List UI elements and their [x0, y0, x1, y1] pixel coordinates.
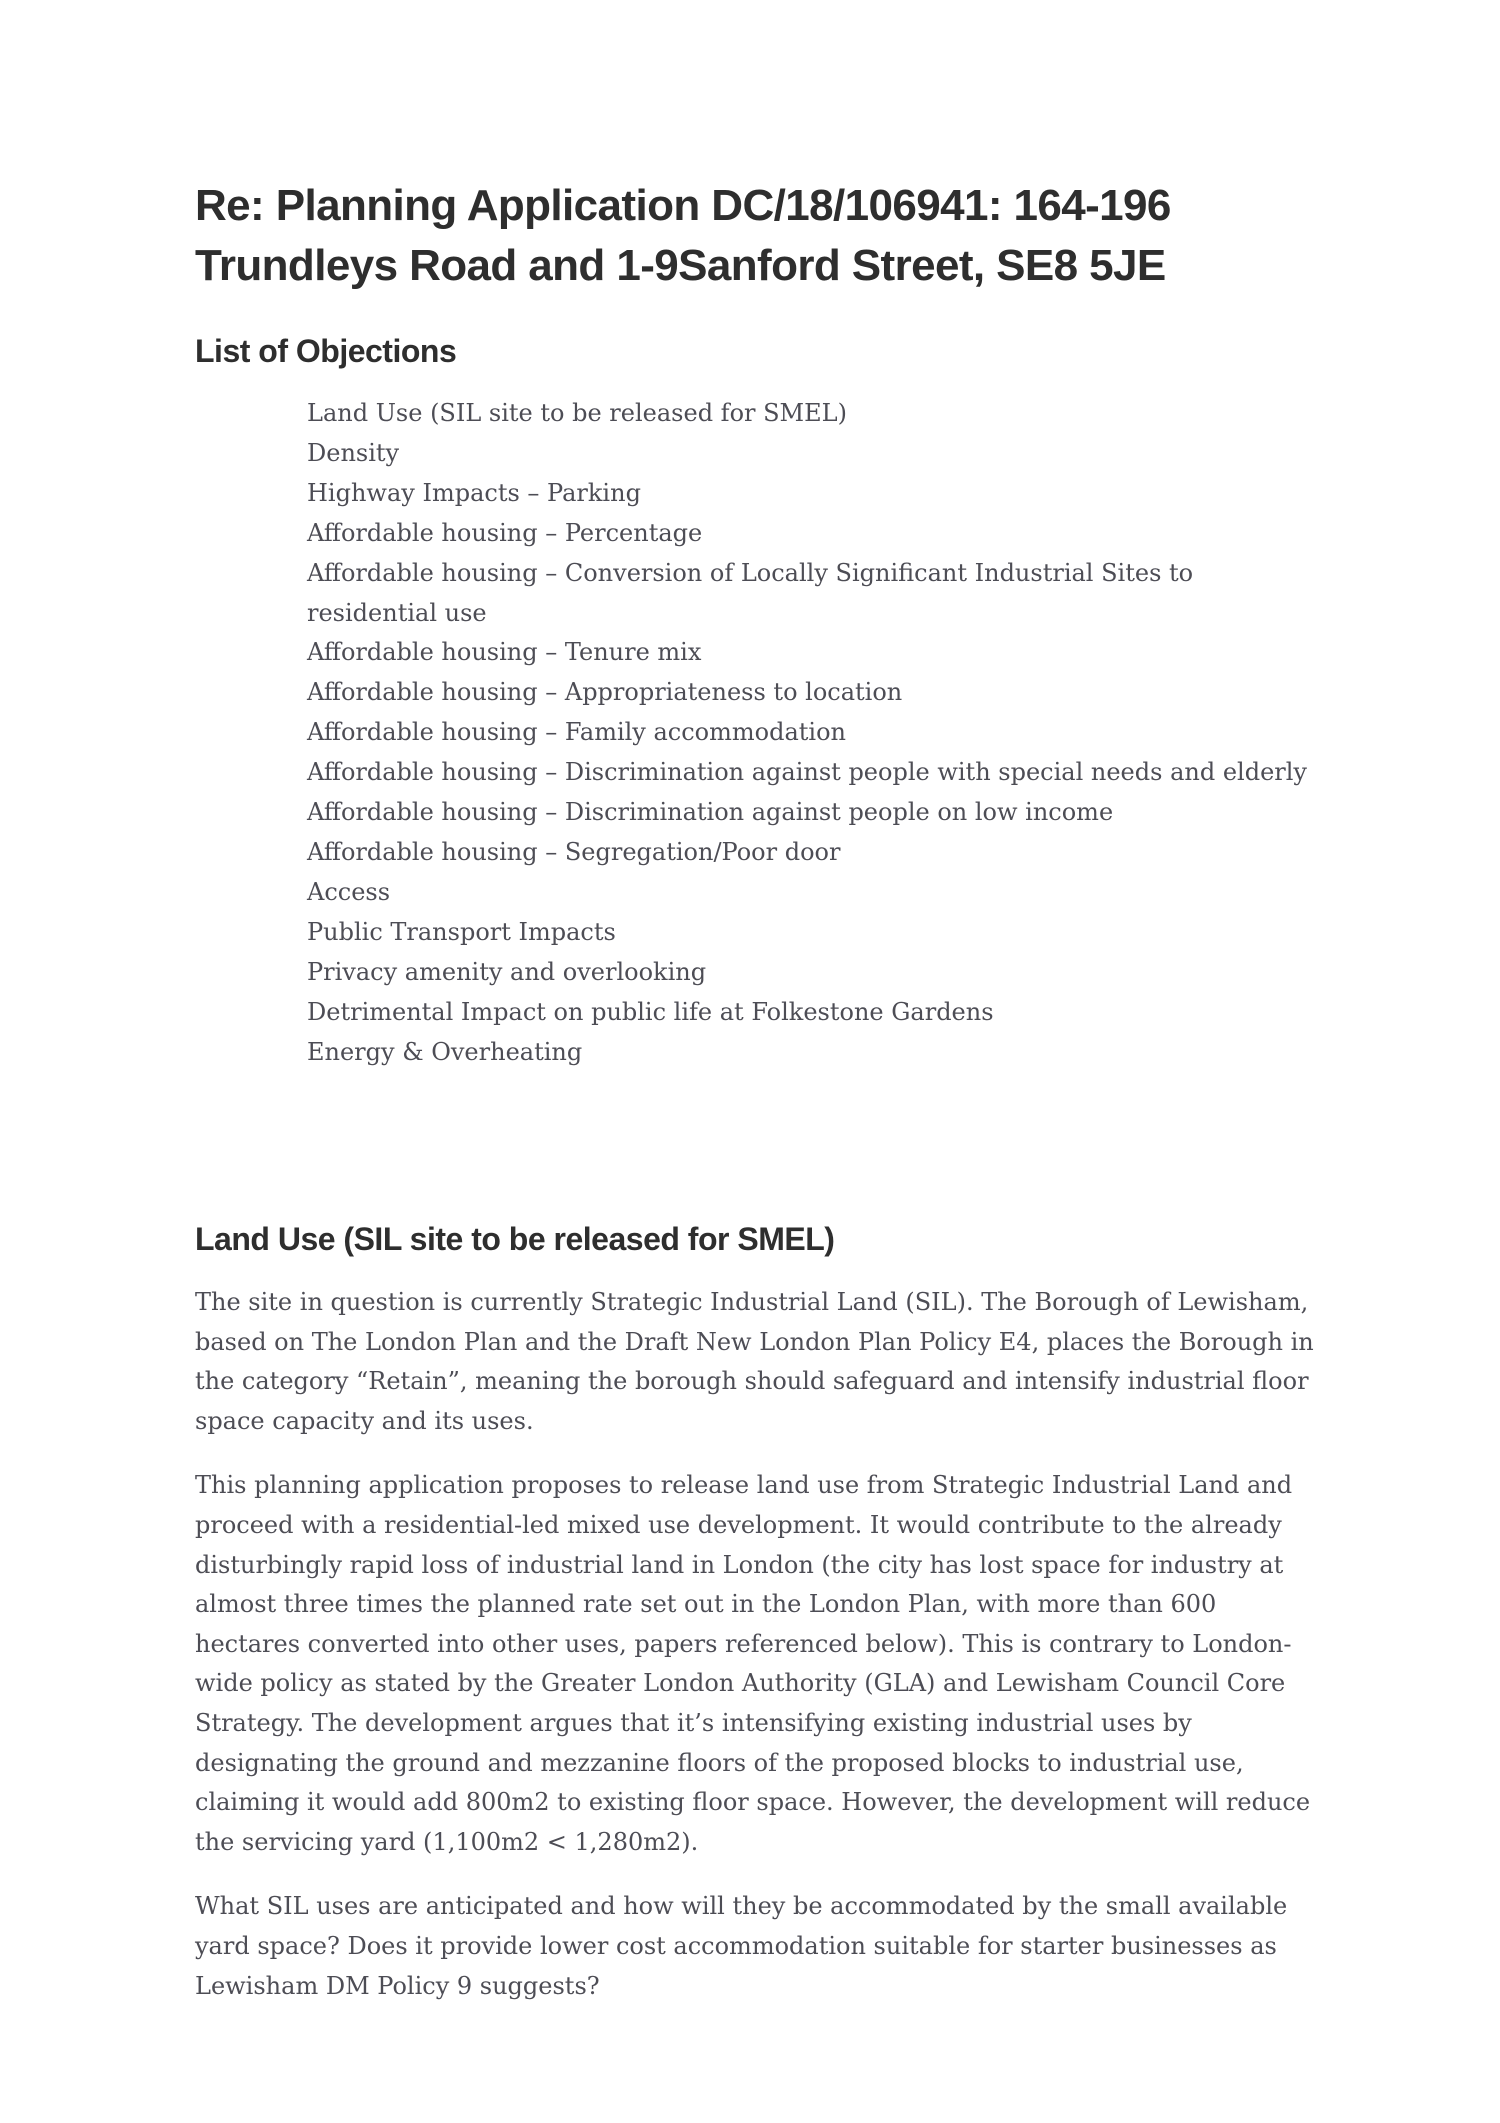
- list-item: Affordable housing – Percentage: [307, 518, 703, 547]
- list-item: Density: [307, 438, 400, 467]
- paragraph: What SIL uses are anticipated and how will they be accommodated by the small available yard space? Does it provide lower cost accommodation suitable for starter businesses as Lewisham DM Policy 9 suggests?: [195, 1892, 1288, 2000]
- list-item: Affordable housing – Family accommodation: [307, 718, 846, 747]
- objections-heading: List of Objections: [195, 333, 457, 369]
- list-item: Affordable housing – Tenure mix: [307, 638, 702, 667]
- list-item: Detrimental Impact on public life at Folkestone Gardens: [307, 997, 994, 1026]
- objections-list: [307, 394, 1327, 1072]
- list-item: Energy & Overheating: [307, 1037, 583, 1066]
- list-item: Affordable housing – Discrimination against people on low income: [307, 798, 1114, 827]
- list-item: Privacy amenity and overlooking: [307, 957, 707, 986]
- list-item: Public Transport Impacts: [307, 917, 616, 946]
- list-item: Affordable housing – Conversion of Locally Significant Industrial Sites to residential use: [307, 558, 1194, 627]
- section-body: [195, 1283, 1320, 2031]
- document-title: Re: Planning Application DC/18/106941: 164-196 Trundleys Road and 1-9Sanford Street, SE8 5JE: [195, 181, 1171, 290]
- list-item: Access: [307, 877, 391, 906]
- paragraph: The site in question is currently Strategic Industrial Land (SIL). The Borough of Lewisham, based on The London Plan and the Draft New London Plan Policy E4, places the Borough in the category “Retain”, meaning the borough should safeguard and intensify industrial floor space capacity and its uses.: [195, 1288, 1314, 1435]
- list-item: Affordable housing – Appropriateness to location: [307, 678, 903, 707]
- list-item: Land Use (SIL site to be released for SMEL): [307, 399, 847, 427]
- paragraph: This planning application proposes to release land use from Strategic Industrial Land and proceed with a residential-led mixed use development. It would contribute to the already disturbingly rapid loss of industrial land in London (the city has lost space for industry at almost three times the planned rate set out in the London Plan, with more than 600 hectares converted into other uses, papers referenced below). This is contrary to London-wide policy as stated by the Greater London Authority (GLA) and Lewisham Council Core Strategy. The development argues that it’s intensifying existing industrial uses by designating the ground and mezzanine floors of the proposed blocks to industrial use, claiming it would add 800m2 to existing floor space. However, the development will reduce the servicing yard (1,100m2 < 1,280m2).: [195, 1471, 1311, 1856]
- list-item: Affordable housing – Segregation/Poor door: [307, 837, 841, 866]
- list-item: Highway Impacts – Parking: [307, 478, 641, 507]
- section-heading: Land Use (SIL site to be released for SMEL): [195, 1221, 835, 1257]
- list-item: Affordable housing – Discrimination against people with special needs and elderly: [307, 758, 1307, 787]
